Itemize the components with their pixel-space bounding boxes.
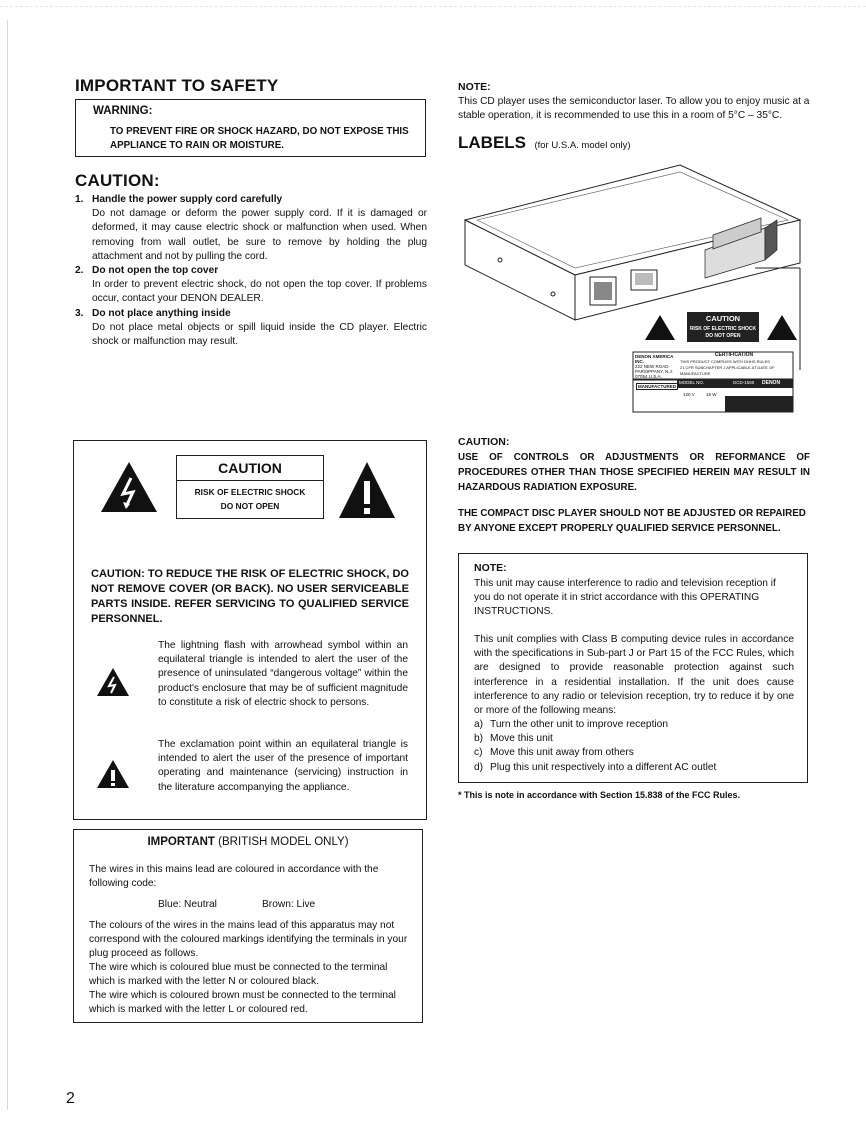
label-noopen: DO NOT OPEN	[705, 333, 741, 339]
caution-item-number: 3.	[75, 307, 84, 319]
label-addr3: 07054 U.S.A.	[635, 374, 662, 379]
lightning-triangle-icon	[100, 461, 158, 513]
warning-box	[75, 99, 426, 157]
label-model: DCD-1560	[733, 380, 755, 385]
exclamation-triangle-icon	[338, 461, 396, 519]
label-brand: DENON	[762, 380, 781, 386]
caution-list	[75, 193, 427, 349]
safety-title: IMPORTANT TO SAFETY	[75, 76, 279, 95]
fcc-option-number: d)	[474, 761, 484, 773]
label-cert-line3: MANUFACTURE	[680, 371, 711, 376]
label-cert-title: CERTIFICATION	[714, 352, 754, 358]
lightning-explanation: The lightning flash with arrowhead symbol within an equilateral triangle is intended to alert the user of the presence of uninsulated “dangerous voltage” within the product's enclosure that may be of sufficient magnitude to constitute a risk of electric shock to persons.	[158, 640, 408, 708]
fcc-note-label: NOTE:	[474, 562, 507, 574]
british-title-bold: IMPORTANT	[147, 836, 215, 848]
note-top-label: NOTE:	[458, 81, 491, 93]
caution-item-body: Do not damage or deform the power supply cord. If it is damaged or deformed, it may cause electric shock or malfunction when used. When removing from wall outlet, be sure to remove by holding the plug attachment and not by pulling the cord.	[92, 208, 427, 262]
british-title-rest: (BRITISH MODEL ONLY)	[218, 836, 349, 848]
right-caution-text2: THE COMPACT DISC PLAYER SHOULD NOT BE ADJUSTED OR REPAIRED BY ANYONE EXCEPT PROPERLY QUALIFIED SERVICE PERSONNEL.	[458, 508, 806, 534]
label-addr1: 222 NEW ROAD	[635, 364, 669, 369]
warning-text: TO PREVENT FIRE OR SHOCK HAZARD, DO NOT EXPOSE THIS APPLIANCE TO RAIN OR MOISTURE.	[110, 126, 409, 151]
label-watts: 18 W	[706, 392, 717, 397]
british-p2: The wire which is coloured blue must be connected to the terminal which is marked with the letter N or coloured black.	[89, 962, 388, 988]
wire-blue: Blue: Neutral	[158, 899, 217, 910]
caution-item-number: 1.	[75, 194, 84, 205]
label-cert-text	[680, 359, 792, 377]
caution-label-panel	[176, 455, 324, 519]
british-box	[73, 829, 423, 1023]
fcc-option-number: b)	[474, 733, 484, 745]
fcc-note-box	[458, 553, 808, 783]
left-scan-edge	[7, 20, 8, 1110]
label-caution: CAUTION	[705, 314, 741, 323]
fcc-option-item	[474, 761, 794, 775]
fcc-option-number: c)	[474, 747, 483, 759]
fcc-option-item	[474, 718, 794, 732]
label-cert-line1: THIS PRODUCT COMPLIES WITH DHHS RULES	[680, 359, 770, 364]
label-hz: 60 Hz	[740, 392, 752, 397]
caution-noopen-text: DO NOT OPEN	[220, 501, 280, 511]
lightning-small-icon	[96, 667, 130, 697]
caution-label: CAUTION	[218, 460, 282, 476]
british-intro: The wires in this mains lead are coloured in accordance with the following code:	[89, 864, 379, 890]
labels-subtitle: (for U.S.A. model only)	[534, 140, 631, 151]
fcc-p2: This unit complies with Class B computing device rules in accordance with the specifications in Sub-part J or Part 15 of the FCC Rules, which are designed to provide reasonable protection against such interference in a residential installation. If the unit does cause interference to any radio or television reception, try to reduce it by one or more of the following means:	[474, 634, 794, 717]
right-caution-text1: USE OF CONTROLS OR ADJUSTMENTS OR REFORMANCE OF PROCEDURES OTHER THAN THOSE SPECIFIED HEREIN MAY RESULT IN HAZARDOUS RADIATION EXPOSURE.	[458, 452, 810, 493]
fcc-option-text: Turn the other unit to improve reception	[490, 719, 668, 730]
caution-item	[75, 264, 427, 307]
wire-brown: Brown: Live	[262, 899, 316, 910]
fcc-footnote: * This is note in accordance with Section 15.838 of the FCC Rules.	[458, 790, 741, 800]
labels-title: LABELS	[458, 133, 526, 152]
fcc-p1: This unit may cause interference to radio and television reception if you do not operate it in strict accordance with this OPERATING INSTRUCTIONS.	[474, 578, 776, 618]
caution-box	[73, 440, 427, 820]
fcc-option-text: Move this unit	[490, 733, 553, 745]
caution-item-heading: Do not place anything inside	[92, 307, 231, 319]
caution-item-heading: Handle the power supply cord carefully	[92, 194, 283, 205]
caution-item-number: 2.	[75, 265, 84, 277]
top-scan-edge	[0, 0, 866, 7]
caution-item	[75, 307, 427, 350]
caution-risk-text: RISK OF ELECTRIC SHOCK	[194, 487, 306, 497]
exclamation-explanation: The exclamation point within an equilateral triangle is intended to alert the user of the presence of important operating and maintenance (servicing) instruction in the literature accompanying the appliance.	[158, 739, 408, 793]
caution-item-body: Do not place metal objects or spill liquid inside the CD player. Electric shock or malfunction may result.	[92, 321, 427, 348]
caution-item-heading: Do not open the top cover	[92, 265, 219, 277]
label-address	[635, 354, 675, 379]
caution-item	[75, 193, 427, 264]
label-cert-line2: 21 CFR SUBCHAPTER J APPLICABLE AT DATE OF	[680, 365, 775, 370]
label-voltage: 120 V	[683, 392, 695, 397]
exclamation-small-icon	[96, 759, 130, 789]
label-denon-america: DENON AMERICA INC.	[635, 354, 674, 364]
fcc-option-item	[474, 732, 794, 746]
label-manufactured: MANUFACTURED	[638, 384, 676, 389]
label-risk: RISK OF ELECTRIC SHOCK	[689, 326, 757, 332]
fcc-option-number: a)	[474, 719, 484, 730]
british-title	[74, 836, 422, 848]
page-number: 2	[66, 1090, 75, 1107]
fcc-option-item	[474, 746, 794, 760]
right-caution-label: CAUTION:	[458, 436, 510, 448]
caution-item-body: In order to prevent electric shock, do not open the top cover. If problems occur, contact your DENON DEALER.	[92, 279, 427, 305]
fcc-options-list	[474, 718, 794, 775]
label-model-no: MODEL NO.	[679, 380, 705, 385]
label-addr2: PARSIPPANY, N.J.	[635, 369, 674, 374]
fcc-option-text: Move this unit away from others	[490, 747, 634, 759]
caution-title: CAUTION:	[75, 171, 160, 190]
british-p3: The wire which is coloured brown must be connected to the terminal which is marked with the letter L or coloured red.	[89, 990, 396, 1016]
note-top-text: This CD player uses the semiconductor laser. To allow you to enjoy music at a stable operation, it is recommended to use this in a room of 5°C – 35°C.	[458, 96, 810, 122]
caution-statement: CAUTION: TO REDUCE THE RISK OF ELECTRIC SHOCK, DO NOT REMOVE COVER (OR BACK). NO USER SERVICEABLE PARTS INSIDE. REFER SERVICING TO QUALIFIED SERVICE PERSONNEL.	[91, 568, 409, 625]
warning-label: WARNING:	[93, 105, 153, 117]
british-p1: The colours of the wires in the mains lead of this apparatus may not correspond with the coloured markings identifying the terminals in your plug proceed as follows.	[89, 920, 408, 960]
labels-heading	[458, 133, 631, 153]
fcc-option-text: Plug this unit respectively into a different AC outlet	[490, 761, 717, 773]
